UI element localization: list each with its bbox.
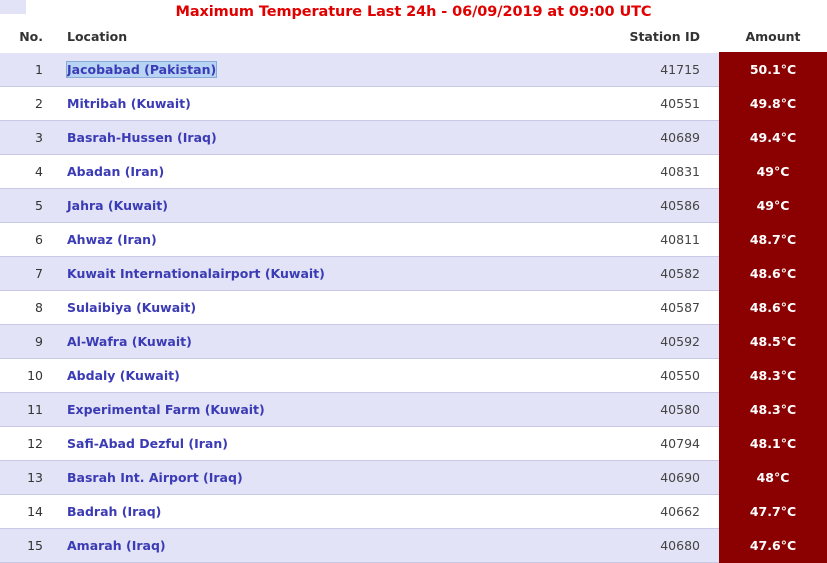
row-amount: 49.4°C xyxy=(719,121,827,155)
row-amount: 48.6°C xyxy=(719,291,827,325)
location-link[interactable]: Abdaly (Kuwait) xyxy=(67,368,180,383)
table-row xyxy=(0,529,827,563)
row-station-id: 40582 xyxy=(602,257,719,291)
table-body xyxy=(0,53,827,563)
row-rank: 15 xyxy=(0,529,57,563)
table-row xyxy=(0,359,827,393)
row-location-cell xyxy=(57,359,602,393)
row-amount: 48.3°C xyxy=(719,393,827,427)
row-location-cell xyxy=(57,121,602,155)
row-location-cell xyxy=(57,155,602,189)
row-location-cell xyxy=(57,427,602,461)
row-amount: 48°C xyxy=(719,461,827,495)
table-row xyxy=(0,325,827,359)
row-location-cell xyxy=(57,87,602,121)
location-link[interactable]: Jacobabad (Pakistan) xyxy=(67,62,217,77)
row-location-cell xyxy=(57,291,602,325)
row-amount: 50.1°C xyxy=(719,53,827,87)
row-station-id: 40831 xyxy=(602,155,719,189)
row-station-id: 40592 xyxy=(602,325,719,359)
row-rank: 12 xyxy=(0,427,57,461)
row-location-cell xyxy=(57,529,602,563)
row-location-cell xyxy=(57,495,602,529)
row-amount: 49°C xyxy=(719,189,827,223)
row-rank: 6 xyxy=(0,223,57,257)
location-link[interactable]: Badrah (Iraq) xyxy=(67,504,162,519)
row-amount: 47.6°C xyxy=(719,529,827,563)
table-row xyxy=(0,291,827,325)
row-location-cell xyxy=(57,257,602,291)
row-amount: 48.7°C xyxy=(719,223,827,257)
column-header-location: Location xyxy=(57,25,602,53)
row-location-cell xyxy=(57,223,602,257)
row-station-id: 40662 xyxy=(602,495,719,529)
row-station-id: 40550 xyxy=(602,359,719,393)
location-link[interactable]: Experimental Farm (Kuwait) xyxy=(67,402,265,417)
location-link[interactable]: Basrah Int. Airport (Iraq) xyxy=(67,470,243,485)
table-row xyxy=(0,495,827,529)
row-rank: 10 xyxy=(0,359,57,393)
row-location-cell xyxy=(57,53,602,87)
row-amount: 48.5°C xyxy=(719,325,827,359)
page-title: Maximum Temperature Last 24h - 06/09/2019 at 09:00 UTC xyxy=(175,4,652,20)
row-station-id: 40580 xyxy=(602,393,719,427)
row-amount: 48.1°C xyxy=(719,427,827,461)
row-station-id: 40551 xyxy=(602,87,719,121)
table-header xyxy=(0,25,827,53)
row-rank: 5 xyxy=(0,189,57,223)
table-row xyxy=(0,87,827,121)
row-location-cell xyxy=(57,325,602,359)
location-link[interactable]: Jahra (Kuwait) xyxy=(67,198,168,213)
row-location-cell xyxy=(57,189,602,223)
row-location-cell xyxy=(57,393,602,427)
table-row xyxy=(0,121,827,155)
location-link[interactable]: Sulaibiya (Kuwait) xyxy=(67,300,197,315)
column-header-amount: Amount xyxy=(719,25,827,53)
row-station-id: 40689 xyxy=(602,121,719,155)
row-rank: 2 xyxy=(0,87,57,121)
row-rank: 14 xyxy=(0,495,57,529)
table-row xyxy=(0,427,827,461)
row-location-cell xyxy=(57,461,602,495)
location-link[interactable]: Ahwaz (Iran) xyxy=(67,232,157,247)
location-link[interactable]: Basrah-Hussen (Iraq) xyxy=(67,130,217,145)
row-station-id: 40811 xyxy=(602,223,719,257)
table-row xyxy=(0,53,827,87)
location-link[interactable]: Mitribah (Kuwait) xyxy=(67,96,191,111)
location-link[interactable]: Kuwait Internationalairport (Kuwait) xyxy=(67,266,325,281)
row-rank: 4 xyxy=(0,155,57,189)
row-station-id: 40680 xyxy=(602,529,719,563)
row-station-id: 41715 xyxy=(602,53,719,87)
row-station-id: 40690 xyxy=(602,461,719,495)
row-rank: 13 xyxy=(0,461,57,495)
table-row xyxy=(0,155,827,189)
row-amount: 48.6°C xyxy=(719,257,827,291)
row-rank: 11 xyxy=(0,393,57,427)
column-header-no: No. xyxy=(0,25,57,53)
temperature-table xyxy=(0,25,827,563)
location-link[interactable]: Safi-Abad Dezful (Iran) xyxy=(67,436,228,451)
table-row xyxy=(0,393,827,427)
location-link[interactable]: Al-Wafra (Kuwait) xyxy=(67,334,192,349)
corner-artifact xyxy=(0,0,26,14)
row-station-id: 40587 xyxy=(602,291,719,325)
column-header-station-id: Station ID xyxy=(602,25,719,53)
table-row xyxy=(0,189,827,223)
row-rank: 7 xyxy=(0,257,57,291)
row-rank: 3 xyxy=(0,121,57,155)
row-rank: 9 xyxy=(0,325,57,359)
row-amount: 47.7°C xyxy=(719,495,827,529)
row-station-id: 40586 xyxy=(602,189,719,223)
location-link[interactable]: Abadan (Iran) xyxy=(67,164,165,179)
table-row xyxy=(0,461,827,495)
location-link[interactable]: Amarah (Iraq) xyxy=(67,538,166,553)
row-rank: 8 xyxy=(0,291,57,325)
row-amount: 49°C xyxy=(719,155,827,189)
table-row xyxy=(0,223,827,257)
row-station-id: 40794 xyxy=(602,427,719,461)
table-row xyxy=(0,257,827,291)
table-header-row xyxy=(0,25,827,53)
row-amount: 48.3°C xyxy=(719,359,827,393)
row-rank: 1 xyxy=(0,53,57,87)
row-amount: 49.8°C xyxy=(719,87,827,121)
